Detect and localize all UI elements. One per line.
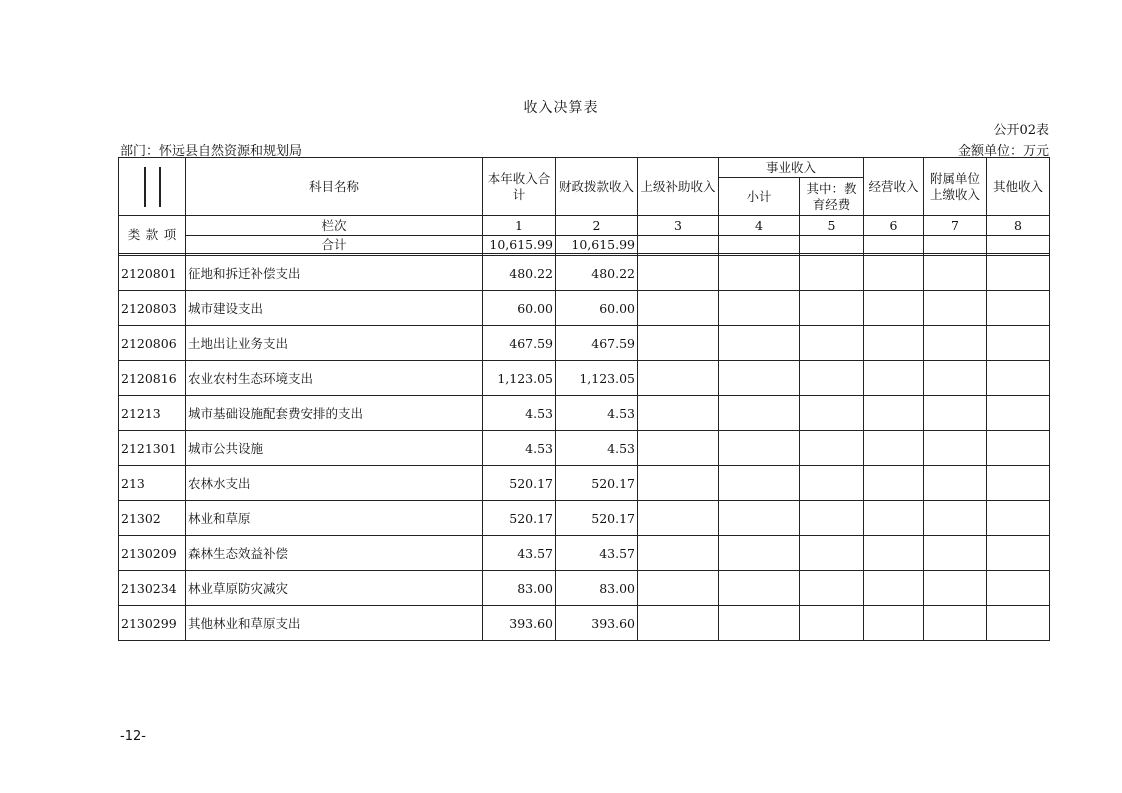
- empty-cell: [800, 501, 864, 536]
- amount-unit-label: 金额单位：万元: [957, 144, 1049, 159]
- col-number: 6: [864, 216, 924, 236]
- empty-cell: [638, 431, 719, 466]
- empty-cell: [864, 256, 924, 291]
- empty-cell: [719, 396, 800, 431]
- income-final-accounts-table: [118, 157, 1050, 641]
- row-subject-name: 城市公共设施: [186, 431, 483, 466]
- row-fiscal-appropriation: 83.00: [556, 571, 638, 606]
- row-fiscal-appropriation: 43.57: [556, 536, 638, 571]
- row-fiscal-appropriation: 1,123.05: [556, 361, 638, 396]
- empty-cell: [924, 326, 987, 361]
- row-this-year-total: 43.57: [483, 536, 556, 571]
- row-subject-name: 征地和拆迁补偿支出: [186, 256, 483, 291]
- empty-cell: [719, 571, 800, 606]
- row-this-year-total: 480.22: [483, 256, 556, 291]
- table-header: [119, 158, 1050, 256]
- row-this-year-total: 520.17: [483, 501, 556, 536]
- fiscal-appropriation-header: 财政拨款收入: [556, 158, 638, 216]
- empty-cell: [719, 431, 800, 466]
- empty-cell: [638, 466, 719, 501]
- this-year-total-header: 本年收入合计: [483, 158, 556, 216]
- empty-cell: [864, 396, 924, 431]
- empty-cell: [924, 431, 987, 466]
- affiliated-payment-header: 附属单位上缴收入: [924, 158, 987, 216]
- row-subject-name: 森林生态效益补偿: [186, 536, 483, 571]
- table-row: [119, 536, 1050, 571]
- empty-cell: [864, 571, 924, 606]
- empty-cell: [924, 501, 987, 536]
- empty-cell: [987, 431, 1050, 466]
- total-label: 合计: [186, 236, 483, 254]
- row-subject-name: 城市建设支出: [186, 291, 483, 326]
- subtotal-header: 小计: [719, 178, 800, 216]
- table-row: [119, 606, 1050, 641]
- row-this-year-total: 4.53: [483, 431, 556, 466]
- table-body: [119, 256, 1050, 641]
- empty-cell: [987, 571, 1050, 606]
- column-order-label: 栏次: [186, 216, 483, 236]
- table-row: [119, 361, 1050, 396]
- row-this-year-total: 520.17: [483, 466, 556, 501]
- row-subject-name: 农业农村生态环境支出: [186, 361, 483, 396]
- lei-label: 类: [127, 227, 141, 242]
- row-fiscal-appropriation: 520.17: [556, 466, 638, 501]
- other-income-header: 其他收入: [987, 158, 1050, 216]
- row-fiscal-appropriation: 393.60: [556, 606, 638, 641]
- row-code: 2120806: [119, 326, 186, 361]
- empty-cell: [719, 466, 800, 501]
- row-this-year-total: 467.59: [483, 326, 556, 361]
- empty-cell: [924, 466, 987, 501]
- empty-cell: [864, 606, 924, 641]
- empty-cell: [719, 326, 800, 361]
- row-code: 2130234: [119, 571, 186, 606]
- empty-cell: [864, 431, 924, 466]
- empty-cell: [864, 361, 924, 396]
- empty-cell: [987, 606, 1050, 641]
- row-fiscal-appropriation: 60.00: [556, 291, 638, 326]
- row-code: 2130209: [119, 536, 186, 571]
- subject-name-header: 科目名称: [186, 158, 483, 216]
- empty-cell: [987, 326, 1050, 361]
- empty-cell: [800, 536, 864, 571]
- empty-cell: [719, 291, 800, 326]
- row-code: 21213: [119, 396, 186, 431]
- empty-cell: [987, 396, 1050, 431]
- empty-cell: [924, 606, 987, 641]
- row-code: 2121301: [119, 431, 186, 466]
- row-code: 2120803: [119, 291, 186, 326]
- empty-cell: [800, 291, 864, 326]
- department-label: 部门：怀远县自然资源和规划局: [120, 144, 303, 159]
- col-number: 1: [483, 216, 556, 236]
- table-row: [119, 291, 1050, 326]
- row-this-year-total: 1,123.05: [483, 361, 556, 396]
- row-code: 21302: [119, 501, 186, 536]
- empty-cell: [987, 466, 1050, 501]
- empty-cell: [800, 606, 864, 641]
- row-code: 2120801: [119, 256, 186, 291]
- empty-cell: [864, 291, 924, 326]
- empty-cell: [638, 361, 719, 396]
- xiang-label: 项: [163, 227, 177, 242]
- table-row: [119, 396, 1050, 431]
- row-subject-name: 农林水支出: [186, 466, 483, 501]
- empty-cell: [800, 256, 864, 291]
- empty-cell: [800, 466, 864, 501]
- row-this-year-total: 4.53: [483, 396, 556, 431]
- col-number: 7: [924, 216, 987, 236]
- row-fiscal-appropriation: 4.53: [556, 431, 638, 466]
- table-row: [119, 501, 1050, 536]
- empty-cell: [719, 606, 800, 641]
- empty-cell: [800, 571, 864, 606]
- empty-cell: [800, 396, 864, 431]
- business-income-header: 事业收入: [719, 158, 864, 178]
- row-subject-name: 林业和草原: [186, 501, 483, 536]
- empty-cell: [864, 466, 924, 501]
- empty-cell: [800, 361, 864, 396]
- row-fiscal-appropriation: 4.53: [556, 396, 638, 431]
- empty-cell: [924, 256, 987, 291]
- row-code: 2120816: [119, 361, 186, 396]
- education-funds-header: 其中：教育经费: [800, 178, 864, 216]
- empty-cell: [638, 256, 719, 291]
- empty-cell: [924, 396, 987, 431]
- table-row: [119, 571, 1050, 606]
- empty-cell: [719, 501, 800, 536]
- empty-cell: [987, 536, 1050, 571]
- empty-cell: [987, 501, 1050, 536]
- empty-cell: [800, 431, 864, 466]
- row-fiscal-appropriation: 480.22: [556, 256, 638, 291]
- col-number: 4: [719, 216, 800, 236]
- col-number: 5: [800, 216, 864, 236]
- kuan-label: 款: [145, 227, 159, 242]
- row-subject-name: 其他林业和草原支出: [186, 606, 483, 641]
- empty-cell: [864, 501, 924, 536]
- row-code: 2130299: [119, 606, 186, 641]
- empty-cell: [638, 606, 719, 641]
- col-number: 8: [987, 216, 1050, 236]
- empty-cell: [719, 536, 800, 571]
- page-title: 收入决算表: [523, 100, 599, 116]
- empty-cell: [638, 536, 719, 571]
- empty-cell: [987, 361, 1050, 396]
- upper-subsidy-header: 上级补助收入: [638, 158, 719, 216]
- empty-cell: [719, 256, 800, 291]
- empty-cell: [924, 536, 987, 571]
- total-this-year: 10,615.99: [483, 236, 556, 254]
- empty-cell: [638, 571, 719, 606]
- empty-cell: [800, 326, 864, 361]
- empty-cell: [638, 326, 719, 361]
- row-this-year-total: 393.60: [483, 606, 556, 641]
- row-subject-name: 林业草原防灾减灾: [186, 571, 483, 606]
- col-number: 3: [638, 216, 719, 236]
- empty-cell: [638, 396, 719, 431]
- total-fiscal: 10,615.99: [556, 236, 638, 254]
- classification-code-header: [119, 158, 186, 216]
- table-row: [119, 326, 1050, 361]
- row-subject-name: 城市基础设施配套费安排的支出: [186, 396, 483, 431]
- row-fiscal-appropriation: 467.59: [556, 326, 638, 361]
- table-row: [119, 466, 1050, 501]
- operating-income-header: 经营收入: [864, 158, 924, 216]
- empty-cell: [638, 501, 719, 536]
- empty-cell: [638, 291, 719, 326]
- row-fiscal-appropriation: 520.17: [556, 501, 638, 536]
- form-number: 公开02表: [993, 123, 1049, 138]
- empty-cell: [864, 326, 924, 361]
- empty-cell: [924, 361, 987, 396]
- row-this-year-total: 83.00: [483, 571, 556, 606]
- empty-cell: [864, 536, 924, 571]
- row-subject-name: 土地出让业务支出: [186, 326, 483, 361]
- empty-cell: [987, 291, 1050, 326]
- empty-cell: [719, 361, 800, 396]
- lei-kuan-xiang-header: [119, 216, 186, 254]
- empty-cell: [924, 291, 987, 326]
- row-this-year-total: 60.00: [483, 291, 556, 326]
- col-number: 2: [556, 216, 638, 236]
- table-row: [119, 431, 1050, 466]
- empty-cell: [924, 571, 987, 606]
- table-row: [119, 256, 1050, 291]
- row-code: 213: [119, 466, 186, 501]
- page-number: -12-: [120, 729, 146, 744]
- empty-cell: [987, 256, 1050, 291]
